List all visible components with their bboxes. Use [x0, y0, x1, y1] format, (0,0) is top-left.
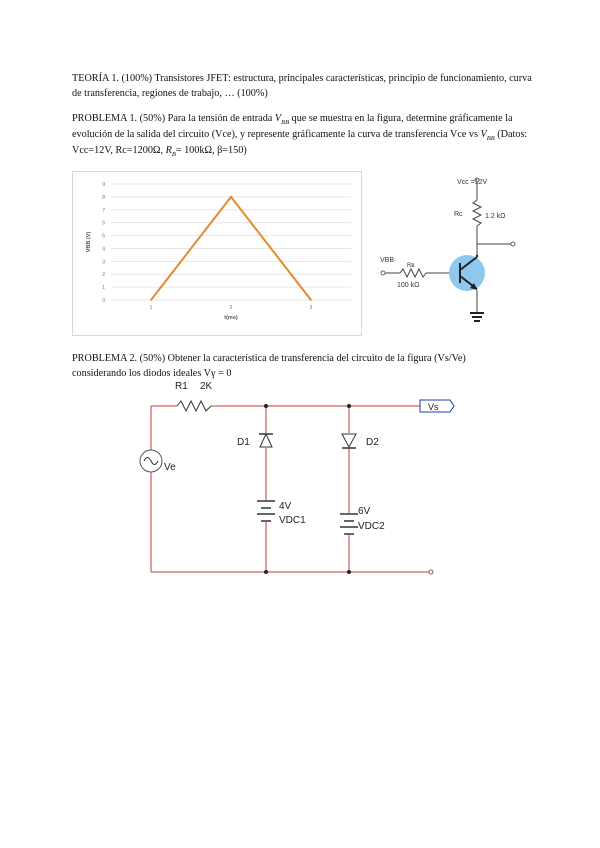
theory-text: TEORÍA 1. (100%) Transistores JFET: estructura, principales características, principio de funcionamiento, curva de transferencia, regiones de trabajo, … (100%)	[72, 73, 532, 99]
x-tick-label: 3	[309, 305, 313, 311]
data-point	[230, 196, 232, 198]
node-d2-bottom	[347, 570, 351, 574]
y-tick-label: 2	[102, 272, 105, 279]
bjt-circuit	[370, 170, 530, 330]
y-tick-label: 9	[102, 182, 105, 188]
data-point	[150, 299, 152, 301]
vdc2-value: 6V	[358, 506, 371, 517]
problem1-part2: que se muestra en la figura, determine gráficamente la evolución de la salida del circuito (Vce), y represente gráficamente la curva de transferencia Vce vs	[72, 113, 513, 140]
y-tick-label: 4	[102, 246, 105, 253]
diode-circuit	[130, 372, 470, 584]
problem2-line2: considerando los diodos ideales Vγ = 0	[72, 368, 232, 379]
vbb-label: VBB	[380, 257, 395, 264]
y-axis-label: VBB (V)	[86, 231, 92, 253]
transistor-body	[449, 255, 485, 291]
data-point	[310, 299, 312, 301]
vbb-terminal	[381, 271, 385, 275]
rc-resistor	[473, 200, 481, 226]
vdc1-battery-icon	[257, 501, 275, 521]
d2-diode-icon	[342, 434, 356, 447]
vdc2-label: VDC2	[358, 521, 385, 532]
y-tick-label: 7	[102, 207, 105, 214]
r1-label: R1	[175, 381, 188, 392]
problem1-part4: = 100kΩ, β=150)	[175, 145, 247, 156]
y-tick-label: 0	[102, 298, 105, 304]
x-axis-label: t(ms)	[224, 315, 238, 321]
d2-label: D2	[366, 437, 379, 448]
vdc2-battery-icon	[340, 514, 358, 534]
vbb-subscript: BB	[281, 119, 290, 126]
node-d1-bottom	[264, 570, 268, 574]
vdc1-label: VDC1	[279, 515, 306, 526]
problem1-part1: PROBLEMA 1. (50%) Para la tensión de entrada	[72, 113, 275, 124]
ve-label: Ve	[164, 462, 176, 473]
y-tick-label: 5	[102, 233, 105, 240]
rb-symbol: R	[165, 145, 172, 156]
rc-label: Rc	[454, 211, 463, 218]
rb-label: Rʙ	[407, 263, 415, 269]
problem1-part3: (Datos: Vcc=12V, Rc=1200Ω,	[72, 129, 528, 156]
vdc1-value: 4V	[279, 501, 292, 512]
rb-resistor	[400, 269, 426, 277]
vs-label: Vs	[428, 402, 439, 412]
d1-diode-icon	[260, 434, 272, 447]
vbb-subscript-2: BB	[486, 135, 495, 142]
vbb-symbol: V	[274, 113, 282, 124]
vcc-label: Vcc =12V	[457, 179, 488, 186]
vbb-chart-svg	[73, 172, 361, 335]
x-tick-label: 1	[149, 305, 153, 311]
r1-resistor	[177, 401, 211, 411]
x-tick-label: 2	[229, 305, 233, 311]
d1-label: D1	[237, 437, 250, 448]
rc-value: 1.2 kΩ	[485, 213, 506, 220]
y-tick-label: 8	[102, 194, 105, 201]
vbb-chart	[72, 171, 362, 336]
rb-subscript: B	[171, 151, 176, 158]
node-d1-top	[264, 404, 268, 408]
problem2-line1: PROBLEMA 2. (50%) Obtener la característica de transferencia del circuito de la figura (Vs/Ve)	[72, 353, 466, 364]
node-d2-top	[347, 404, 351, 408]
y-tick-label: 6	[102, 220, 105, 227]
r1-value: 2K	[200, 381, 213, 392]
rb-value: 100 kΩ	[397, 282, 420, 289]
problem1-text	[72, 111, 542, 159]
y-tick-label: 1	[102, 285, 105, 292]
output-ground-terminal	[429, 570, 433, 574]
y-tick-label: 3	[102, 259, 105, 266]
ground-icon	[470, 312, 484, 322]
output-terminal	[511, 242, 515, 246]
vbb-symbol-2: V	[480, 129, 487, 140]
